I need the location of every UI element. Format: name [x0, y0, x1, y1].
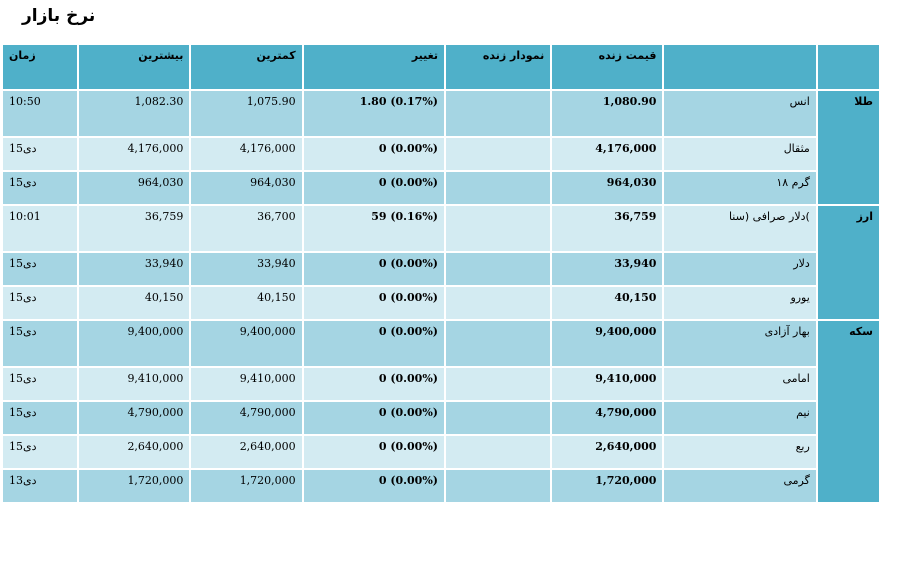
header-row — [3, 45, 879, 89]
change-cell — [304, 138, 444, 170]
live-chart-cell — [446, 470, 550, 502]
low-cell: 1,075.90 — [191, 91, 301, 136]
header-time: زمان — [3, 45, 77, 89]
name-cell: امامی — [664, 368, 815, 400]
category-cell: طلا — [818, 91, 879, 204]
low-cell: 9,410,000 — [191, 368, 301, 400]
live-chart-cell — [446, 368, 550, 400]
price-cell: 4,790,000 — [552, 402, 662, 434]
change-cell-text: 0 (0.00%) — [378, 142, 438, 155]
category-cell: سکه — [818, 321, 879, 502]
header-change: تغییر — [304, 45, 444, 89]
price-cell: 36,759 — [552, 206, 662, 251]
price-cell: 9,410,000 — [552, 368, 662, 400]
header-category — [818, 45, 879, 89]
live-chart-cell — [446, 91, 550, 136]
live-chart-cell — [446, 253, 550, 285]
low-cell: 33,940 — [191, 253, 301, 285]
low-cell: 1,720,000 — [191, 470, 301, 502]
change-cell — [304, 368, 444, 400]
time-cell: 15دی — [3, 368, 77, 400]
low-cell: 2,640,000 — [191, 436, 301, 468]
live-chart-cell — [446, 287, 550, 319]
name-cell: گرمی — [664, 470, 815, 502]
time-cell: 15دی — [3, 172, 77, 204]
high-cell: 40,150 — [79, 287, 189, 319]
change-cell-text: 0 (0.00%) — [378, 406, 438, 419]
high-cell: 964,030 — [79, 172, 189, 204]
table-row — [3, 287, 879, 319]
table-row — [3, 172, 879, 204]
table-row — [3, 470, 879, 502]
table-row — [3, 368, 879, 400]
price-cell: 33,940 — [552, 253, 662, 285]
header-live-chart: نمودار زنده — [446, 45, 550, 89]
change-cell — [304, 470, 444, 502]
category-cell: ارز — [818, 206, 879, 319]
table-row — [3, 206, 879, 251]
price-cell: 9,400,000 — [552, 321, 662, 366]
high-cell: 9,410,000 — [79, 368, 189, 400]
price-cell: 2,640,000 — [552, 436, 662, 468]
time-cell: 15دی — [3, 287, 77, 319]
low-cell: 9,400,000 — [191, 321, 301, 366]
change-cell-text: 0 (0.00%) — [378, 291, 438, 304]
time-cell: 15دی — [3, 138, 77, 170]
high-cell: 9,400,000 — [79, 321, 189, 366]
change-cell-text: 0 (0.00%) — [378, 440, 438, 453]
live-chart-cell — [446, 321, 550, 366]
time-cell: 15دی — [3, 402, 77, 434]
name-cell: نیم — [664, 402, 815, 434]
change-cell — [304, 172, 444, 204]
name-cell: بهار آزادی — [664, 321, 815, 366]
table-row — [3, 253, 879, 285]
name-cell: دلار صرافی (سنا( — [664, 206, 815, 251]
table-row — [3, 91, 879, 136]
time-cell: 10:01 — [3, 206, 77, 251]
change-cell — [304, 253, 444, 285]
high-cell: 33,940 — [79, 253, 189, 285]
high-cell: 4,176,000 — [79, 138, 189, 170]
high-cell: 36,759 — [79, 206, 189, 251]
price-cell: 1,720,000 — [552, 470, 662, 502]
high-cell: 2,640,000 — [79, 436, 189, 468]
table-row — [3, 138, 879, 170]
change-cell — [304, 287, 444, 319]
name-cell: دلار — [664, 253, 815, 285]
change-cell-text: 59 (0.16%) — [371, 210, 438, 223]
time-cell: 13دی — [3, 470, 77, 502]
live-chart-cell — [446, 436, 550, 468]
table-row — [3, 402, 879, 434]
change-cell — [304, 402, 444, 434]
header-live-price: قیمت زنده — [552, 45, 662, 89]
change-cell — [304, 321, 444, 366]
high-cell: 4,790,000 — [79, 402, 189, 434]
table-row — [3, 436, 879, 468]
header-low: کمترین — [191, 45, 301, 89]
low-cell: 4,176,000 — [191, 138, 301, 170]
change-cell — [304, 91, 444, 136]
high-cell: 1,082.30 — [79, 91, 189, 136]
live-chart-cell — [446, 402, 550, 434]
name-cell: یورو — [664, 287, 815, 319]
change-cell — [304, 436, 444, 468]
header-name — [664, 45, 815, 89]
price-cell: 4,176,000 — [552, 138, 662, 170]
name-cell: ربع — [664, 436, 815, 468]
price-cell: 964,030 — [552, 172, 662, 204]
change-cell-text: 0 (0.00%) — [378, 257, 438, 270]
change-cell — [304, 206, 444, 251]
price-cell: 1,080.90 — [552, 91, 662, 136]
live-chart-cell — [446, 138, 550, 170]
table-row — [3, 321, 879, 366]
name-cell: مثقال — [664, 138, 815, 170]
change-cell-text: 0 (0.00%) — [378, 474, 438, 487]
change-cell-text: 0 (0.00%) — [378, 372, 438, 385]
change-cell-text: 0 (0.00%) — [378, 176, 438, 189]
name-cell: انس — [664, 91, 815, 136]
low-cell: 964,030 — [191, 172, 301, 204]
change-cell-text: 0 (0.00%) — [378, 325, 438, 338]
market-rates-table — [1, 43, 881, 504]
change-cell-text: 1.80 (0.17%) — [359, 95, 438, 108]
low-cell: 40,150 — [191, 287, 301, 319]
time-cell: 15دی — [3, 253, 77, 285]
time-cell: 15دی — [3, 321, 77, 366]
price-cell: 40,150 — [552, 287, 662, 319]
name-cell: گرم ۱۸ — [664, 172, 815, 204]
time-cell: 10:50 — [3, 91, 77, 136]
low-cell: 4,790,000 — [191, 402, 301, 434]
time-cell: 15دی — [3, 436, 77, 468]
live-chart-cell — [446, 172, 550, 204]
page-title: نرخ بازار — [22, 6, 96, 26]
low-cell: 36,700 — [191, 206, 301, 251]
header-high: بیشترین — [79, 45, 189, 89]
live-chart-cell — [446, 206, 550, 251]
high-cell: 1,720,000 — [79, 470, 189, 502]
